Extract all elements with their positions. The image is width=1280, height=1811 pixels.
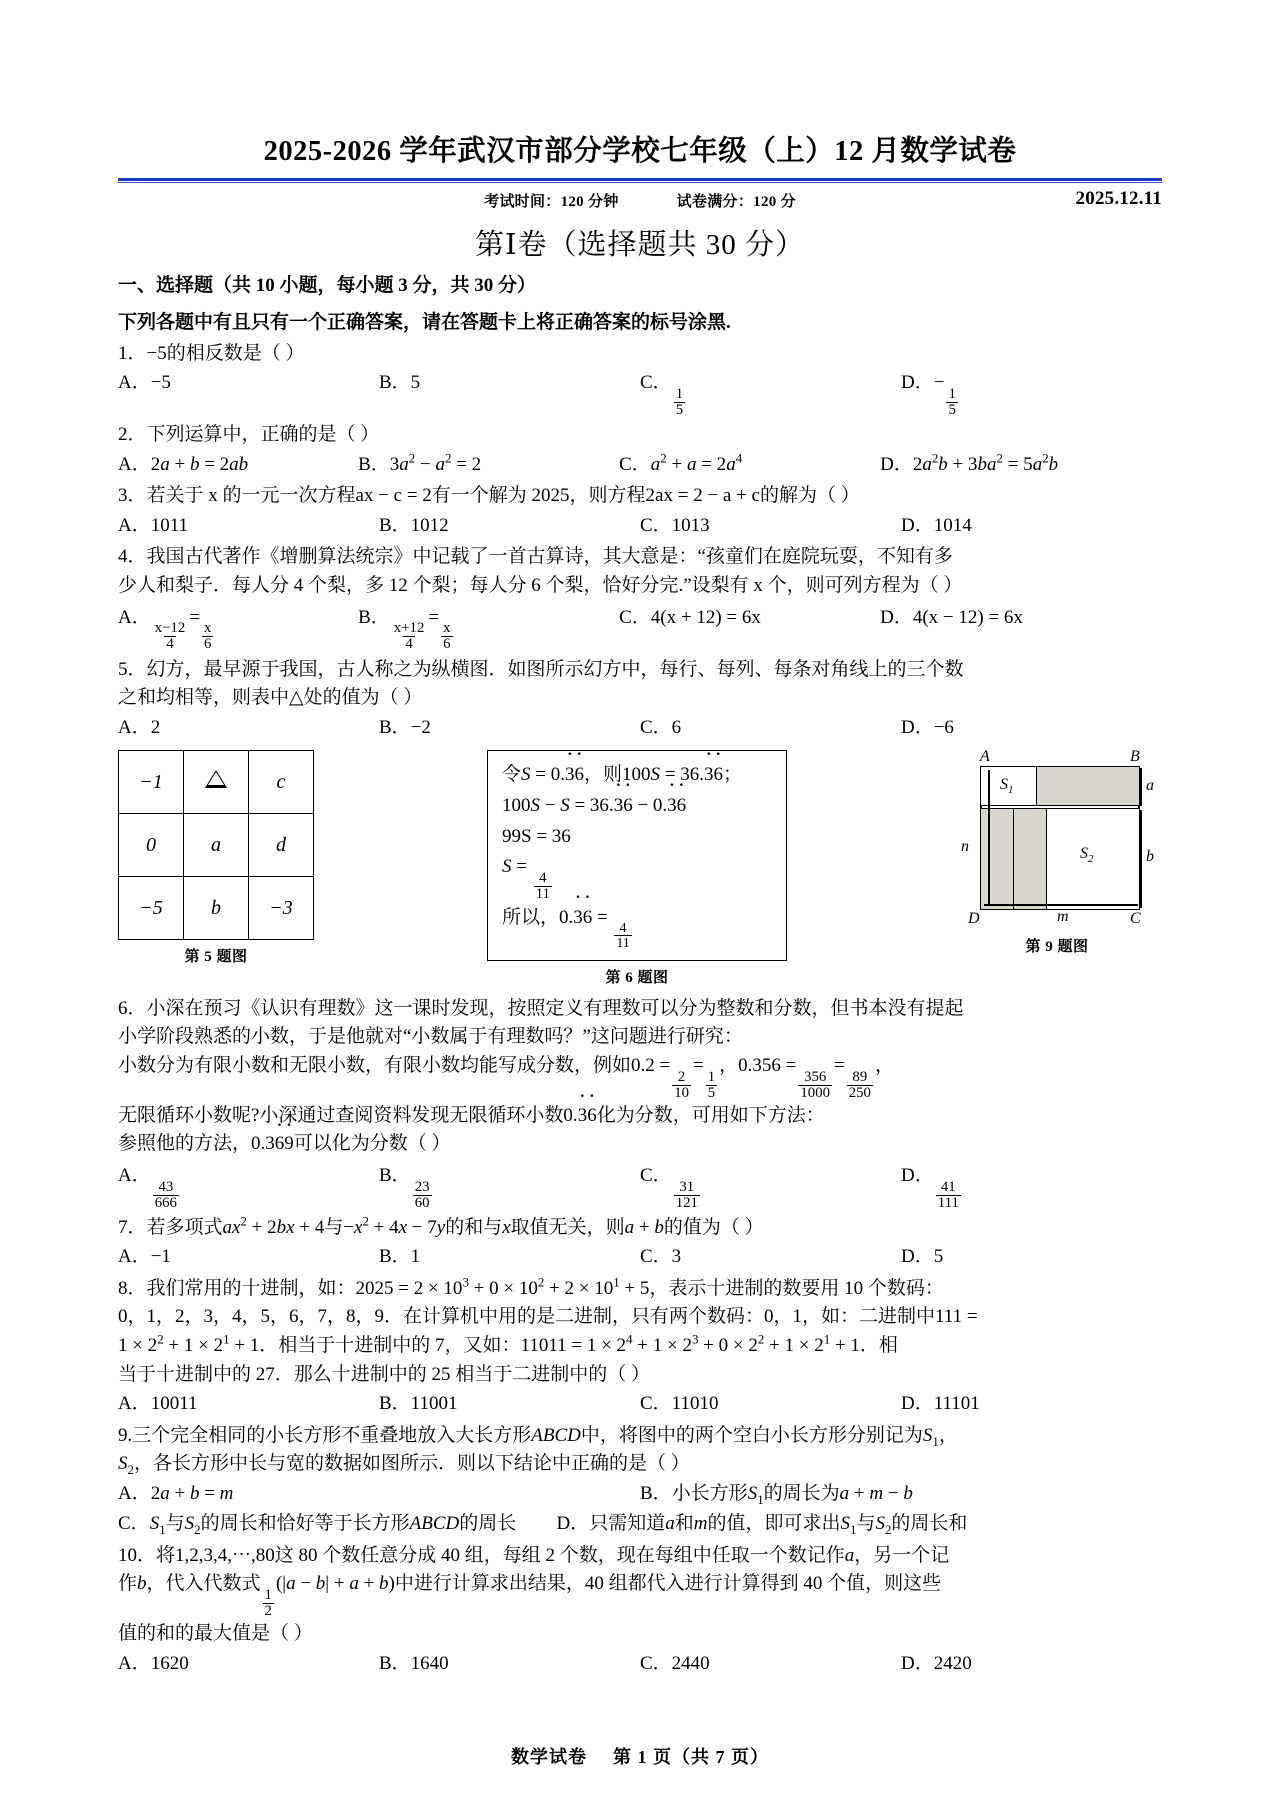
q5-option-a[interactable]: A．2 (118, 716, 161, 738)
label-C: C (1130, 910, 1141, 928)
exam-meta (118, 187, 1162, 212)
q1-option-c[interactable]: C． $\frac{1}{5}$ (640, 372, 684, 419)
dim-line-b (1140, 810, 1142, 908)
label-S2: $S_2$ (1080, 845, 1094, 866)
question-10-line2: 作b，代入代数式 $\frac{1}{2}$ (|a − b| + a + b)中进行计算求出结果，40 组都代入进行计算得到 40 个值，则这些 (118, 1573, 942, 1620)
q4-option-b[interactable]: B． $\frac{x+12}{4}$ = $\frac{x}{6}$ (358, 606, 451, 653)
figures-row (118, 750, 1162, 986)
q2-option-d[interactable]: D．$2a^2b + 3ba^2 = 5a^2b$ (880, 450, 1059, 475)
q9-option-c[interactable]: C．$S_1$与$S_2$的周长和恰好等于长方形ABCD的周长 (118, 1513, 517, 1537)
cell-r3c3: −3 (248, 877, 313, 940)
label-b: b (1146, 848, 1154, 866)
page-title: 2025-2026 学年武汉市部分学校七年级（上）12 月数学试卷 (263, 136, 1017, 167)
q8-option-a[interactable]: A．10011 (118, 1393, 198, 1415)
q7-option-b[interactable]: B．1 (379, 1246, 421, 1268)
question-5-stem-line2: 之和均相等，则表中△处的值为（ ） (118, 687, 423, 709)
label-B: B (1130, 748, 1140, 766)
q3-option-b[interactable]: B．1012 (379, 514, 449, 536)
question-5-options (118, 714, 1162, 743)
dim-line-a (1140, 768, 1142, 806)
s-box-line-4: S = $\frac{4}{11}$ (502, 856, 550, 903)
cell-r1c1: −1 (119, 751, 184, 814)
cell-r1c3: c (248, 751, 313, 814)
rect-diagram (952, 750, 1162, 930)
q9-option-b[interactable]: B．小长方形$S_1$的周长为a + m − b (640, 1482, 913, 1507)
q5-option-c[interactable]: C．6 (640, 716, 682, 738)
cell-r3c2: b (184, 877, 249, 940)
question-6-line5: 参照他的方法，0.36 ·9 ·可以化为分数（ ） (118, 1130, 1162, 1158)
table-row (119, 751, 314, 814)
cell-r2c3: d (248, 814, 313, 877)
footer-subject: 数学试卷 (511, 1747, 587, 1767)
q2-option-b[interactable]: B．$3a^2 - a^2 = 2$ (358, 450, 482, 475)
q1-option-b[interactable]: B．5 (379, 372, 421, 394)
dim-line-n (988, 770, 990, 906)
label-m: m (1057, 908, 1069, 926)
q1-option-a[interactable]: A．−5 (118, 372, 171, 394)
question-4-stem-line1: 4．我国古代著作《增删算法统宗》中记载了一首古算诗，其大意是：“孩童们在庭院玩耍，不知有多 (118, 546, 953, 568)
magic-square-table (118, 750, 314, 940)
q10-option-b[interactable]: B．1640 (379, 1652, 449, 1674)
shaded-rect-left1 (980, 808, 1014, 910)
question-4-options (118, 604, 1162, 653)
s-box (487, 750, 787, 960)
question-4-stem-line2: 少人和梨子．每人分 4 个梨，多 12 个梨；每人分 6 个梨，恰好分完.”设梨有 x 个，则可列方程为（ ） (118, 574, 963, 596)
s-box-line-2: 100S − S = 36.3 ·6 · − 0.3 ·6 · (502, 791, 772, 822)
question-2-options (118, 451, 1162, 480)
dim-line-m (984, 904, 1138, 906)
full-score: 试卷满分：120 分 (676, 193, 796, 210)
triangle-icon (205, 770, 227, 788)
question-2-stem: 2．下列运算中，正确的是（ ） (118, 424, 380, 446)
question-7-stem: 7．若多项式$ax^2 + 2bx + 4$与$-x^2 + 4x - 7y$的和与x取值无关，则a + b的值为（ ） (118, 1213, 764, 1238)
q2-option-c[interactable]: C．$a^2 + a = 2a^4$ (619, 450, 743, 475)
question-1-stem: 1．−5的相反数是（ ） (118, 342, 305, 364)
page-footer (0, 1743, 1280, 1769)
q3-option-d[interactable]: D．1014 (901, 514, 972, 536)
rect-figure (952, 750, 1162, 956)
s-box-figure (487, 750, 787, 986)
question-10-line1: 10．将1,2,3,4,⋯,80这 80 个数任意分成 40 组，每组 2 个数，现在每组中任取一个数记作a，另一个记 (118, 1544, 950, 1566)
section-heading: 一、选择题（共 10 小题，每小题 3 分，共 30 分） (118, 274, 537, 296)
q1-option-d[interactable]: D．− $\frac{1}{5}$ (901, 372, 956, 419)
q9-option-d[interactable]: D．只需知道a和m的值，即可求出$S_1$与$S_2$的周长和 (556, 1513, 968, 1537)
question-8-line3: $1 \times 2^2 + 1 \times 2^1 + 1$．相当于十进制中的 7，又如：$11011 = 1 \times 2^4 + 1 \times 2^3 + 0 \times 2^2 + 1 \times 2^1 + 1$．相 (118, 1331, 898, 1356)
shaded-rect-top (1036, 766, 1140, 806)
label-D: D (968, 910, 980, 928)
question-8-options (118, 1390, 1162, 1419)
footer-page-number: 第 1 页（共 7 页） (613, 1747, 769, 1767)
q6-option-a[interactable]: A． $\frac{43}{666}$ (118, 1164, 177, 1211)
q4-option-c[interactable]: C．4(x + 12) = 6x (619, 606, 761, 628)
question-9-line2: $S_2$，各长方形中长与宽的数据如图所示．则以下结论中正确的是（ ） (118, 1453, 690, 1477)
q10-option-d[interactable]: D．2420 (901, 1652, 972, 1674)
volume-title: 第Ⅰ卷（选择题共 30 分） (475, 228, 805, 261)
q8-option-b[interactable]: B．11001 (379, 1393, 458, 1415)
q8-option-c[interactable]: C．11010 (640, 1393, 719, 1415)
label-A: A (980, 748, 990, 766)
q6-option-b[interactable]: B． $\frac{23}{60}$ (379, 1164, 430, 1211)
question-6-line3: 小数分为有限小数和无限小数，有限小数均能写成分数，例如0.2 = $\frac{2}{10}$ = $\frac{1}{5}$ ，0.356 = $\frac{356}{1000}$ = $\frac{89}{250}$ ， (118, 1054, 894, 1101)
question-9-options-row1 (118, 1480, 1162, 1509)
question-6-options (118, 1162, 1162, 1211)
question-9-line1: 9.三个完全相同的小长方形不重叠地放入大长方形ABCD中，将图中的两个空白小长方形分别记为$S_1$， (118, 1424, 958, 1449)
question-8-line4: 当于十进制中的 27．那么十进制中的 25 相当于二进制中的（ ） (118, 1363, 651, 1385)
q7-option-d[interactable]: D．5 (901, 1246, 944, 1268)
question-5-stem-line1: 5．幻方，最早源于我国，古人称之为纵横图．如图所示幻方中，每行、每列、每条对角线上的三个数 (118, 658, 964, 680)
q5-option-d[interactable]: D．−6 (901, 716, 954, 738)
magic-square-figure (118, 750, 314, 966)
q7-option-c[interactable]: C．3 (640, 1246, 682, 1268)
s-box-caption: 第 6 题图 (605, 969, 669, 986)
title-divider (118, 178, 1162, 183)
rect-figure-caption: 第 9 题图 (1025, 939, 1089, 956)
q3-option-c[interactable]: C．1013 (640, 514, 710, 536)
exam-date: 2025.12.11 (1075, 187, 1162, 209)
label-n: n (961, 838, 969, 856)
cell-r3c1: −5 (119, 877, 184, 940)
question-3-stem: 3．若关于 x 的一元一次方程ax − c = 2有一个解为 2025，则方程2ax = 2 − a + c的解为（ ） (118, 485, 860, 507)
question-6-line4: 无限循环小数呢?小深通过查阅资料发现无限循环小数0.3 ·6 ·化为分数，可用如下方法： (118, 1102, 1162, 1130)
shaded-rect-left2 (1013, 808, 1047, 910)
label-a: a (1146, 777, 1154, 795)
question-1-options (118, 369, 1162, 418)
q6-option-d[interactable]: D． $\frac{41}{111}$ (901, 1164, 959, 1211)
question-8-line2: 0，1，2，3，4，5，6，7，8，9．在计算机中用的是二进制，只有两个数码：0，1，如：二进制中111 = (118, 1306, 978, 1328)
question-6-line2: 小学阶段熟悉的小数，于是他就对“小数属于有理数吗？”这问题进行研究： (118, 1026, 743, 1048)
exam-time: 考试时间：120 分钟 (484, 193, 619, 210)
table-row (119, 877, 314, 940)
table-row (119, 814, 314, 877)
q6-option-c[interactable]: C． $\frac{31}{121}$ (640, 1164, 698, 1211)
cell-r1c2 (184, 751, 249, 814)
magic-square-caption: 第 5 题图 (184, 949, 248, 966)
q8-option-d[interactable]: D．11101 (901, 1393, 980, 1415)
label-S1: $S_1$ (1000, 776, 1014, 797)
question-9-options-row2 (118, 1510, 1162, 1539)
q3-option-a[interactable]: A．1011 (118, 514, 189, 536)
question-6-line1: 6．小深在预习《认识有理数》这一课时发现，按照定义有理数可以分为整数和分数，但书本没有提起 (118, 997, 964, 1019)
question-10-line3: 值的和的最大值是（ ） (118, 1623, 313, 1645)
question-7-options (118, 1243, 1162, 1272)
q4-option-d[interactable]: D．4(x − 12) = 6x (880, 606, 1023, 628)
question-10-options (118, 1650, 1162, 1679)
s-box-line-3: 99S = 36 (502, 825, 571, 847)
q10-option-c[interactable]: C．2440 (640, 1652, 710, 1674)
cell-r2c1: 0 (119, 814, 184, 877)
question-3-options (118, 512, 1162, 541)
q5-option-b[interactable]: B．−2 (379, 716, 431, 738)
q9-option-a[interactable]: A．2a + b = m (118, 1482, 234, 1504)
q4-option-a[interactable]: A． $\frac{x-12}{4}$ = $\frac{x}{6}$ (118, 606, 212, 653)
s-box-line-5: 所以，0.3 ·6 · = $\frac{4}{11}$ (502, 903, 772, 950)
q10-option-a[interactable]: A．1620 (118, 1652, 189, 1674)
section-instruction: 下列各题中有且只有一个正确答案，请在答题卡上将正确答案的标号涂黑. (118, 311, 731, 333)
s-box-line-1: 令S = 0.3 ·6 ·，则100S = 36.3 ·6 ·； (502, 760, 772, 791)
q7-option-a[interactable]: A．−1 (118, 1246, 171, 1268)
q2-option-a[interactable]: A．2a + b = 2ab (118, 453, 249, 475)
question-8-line1: 8．我们常用的十进制，如：$2025 = 2 \times 10^3 + 0 \times 10^2 + 2 \times 10^1 + 5$，表示十进制的数要用 10 个数码： (118, 1274, 944, 1299)
cell-r2c2: a (184, 814, 249, 877)
